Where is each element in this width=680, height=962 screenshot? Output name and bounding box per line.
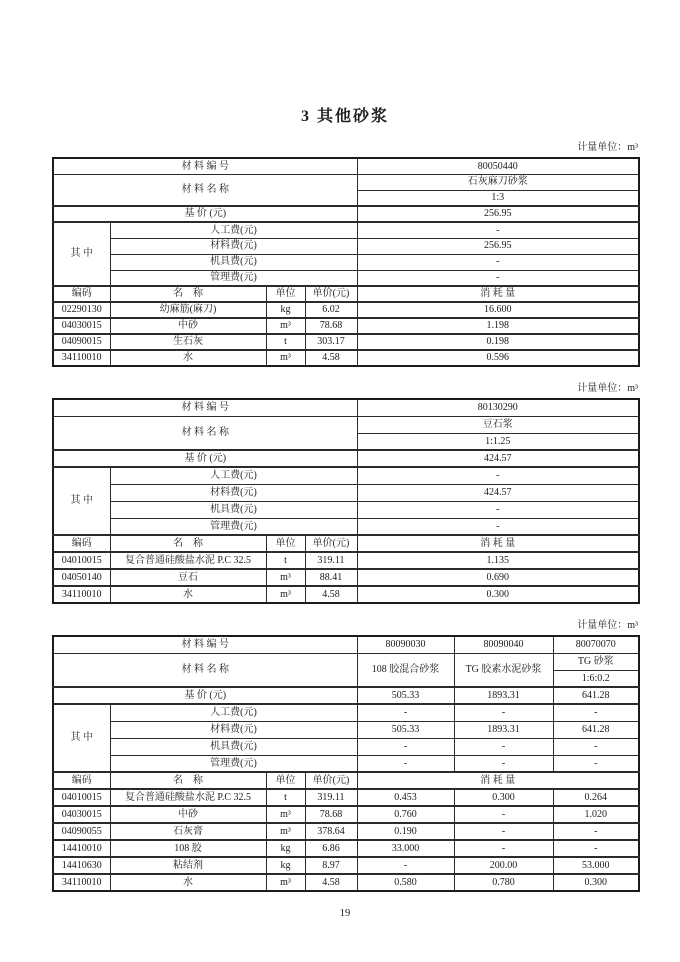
fee-admin-value: - <box>553 755 639 772</box>
fee-material-label: 材料费(元) <box>110 484 357 501</box>
cell-consumption: 0.690 <box>357 569 639 586</box>
code-row <box>53 399 639 416</box>
material-row <box>53 569 639 586</box>
cell-name: 中砂 <box>110 806 266 823</box>
fee-row-admin <box>53 270 639 286</box>
cell-consumption: - <box>357 857 454 874</box>
cell-name: 石灰膏 <box>110 823 266 840</box>
fee-row-labor <box>53 467 639 484</box>
cell-unit: kg <box>266 857 305 874</box>
material-code-value: 80090030 <box>357 636 454 653</box>
col-header-unit: 单位 <box>266 286 305 302</box>
among-which-label: 其 中 <box>53 467 110 535</box>
fee-labor-value: - <box>454 704 553 721</box>
cell-price: 319.11 <box>305 789 357 806</box>
fee-row-labor <box>53 222 639 238</box>
fee-admin-value: - <box>454 755 553 772</box>
cell-consumption: 0.760 <box>357 806 454 823</box>
cell-name: 水 <box>110 874 266 891</box>
fee-admin-label: 管理费(元) <box>110 755 357 772</box>
fee-material-value: 424.57 <box>357 484 639 501</box>
fee-machine-value: - <box>454 738 553 755</box>
base-price-value: 505.33 <box>357 687 454 704</box>
material-name-value: TG 胶素水泥砂浆 <box>454 653 553 687</box>
column-header-row <box>53 772 639 789</box>
fee-row-machine <box>53 738 639 755</box>
code-row <box>53 158 639 174</box>
cell-consumption: - <box>454 840 553 857</box>
code-row <box>53 636 639 653</box>
material-code-value: 80070070 <box>553 636 639 653</box>
unit-note: 计量单位：m³ <box>577 620 638 631</box>
material-name-value: 豆石浆 <box>357 416 639 433</box>
cell-consumption: 200.00 <box>454 857 553 874</box>
fee-machine-label: 机具费(元) <box>110 254 357 270</box>
page-number: 19 <box>339 908 351 919</box>
col-header-consumption: 消 耗 量 <box>357 535 639 552</box>
cell-price: 6.86 <box>305 840 357 857</box>
cell-consumption: - <box>553 823 639 840</box>
material-row <box>53 350 639 366</box>
ratio-value: 1:6:0.2 <box>553 670 639 687</box>
cell-unit: t <box>266 789 305 806</box>
cell-price: 378.64 <box>305 823 357 840</box>
cell-unit: m³ <box>266 318 305 334</box>
name-row <box>53 174 639 190</box>
cell-unit: t <box>266 552 305 569</box>
column-header-row <box>53 286 639 302</box>
ratio-value: 1:3 <box>357 190 639 206</box>
cell-name: 水 <box>110 586 266 603</box>
cell-consumption: 33.000 <box>357 840 454 857</box>
cell-price: 4.58 <box>305 874 357 891</box>
material-name-label: 材 料 名 称 <box>53 416 357 450</box>
cell-code: 04010015 <box>53 552 110 569</box>
cell-consumption: 0.264 <box>553 789 639 806</box>
cell-code: 14410630 <box>53 857 110 874</box>
fee-material-label: 材料费(元) <box>110 238 357 254</box>
fee-material-value: 505.33 <box>357 721 454 738</box>
cell-name: 中砂 <box>110 318 266 334</box>
cell-name: 豆石 <box>110 569 266 586</box>
fee-row-admin <box>53 518 639 535</box>
col-header-name: 名 称 <box>110 535 266 552</box>
base-price-row <box>53 687 639 704</box>
cell-name: 复合普通硅酸盐水泥 P.C 32.5 <box>110 789 266 806</box>
base-price-row <box>53 206 639 222</box>
cell-price: 319.11 <box>305 552 357 569</box>
material-row <box>53 789 639 806</box>
fee-row-material <box>53 238 639 254</box>
cell-consumption: 0.300 <box>553 874 639 891</box>
col-header-consumption: 消 耗 量 <box>357 286 639 302</box>
cell-unit: t <box>266 334 305 350</box>
cell-name: 粘结剂 <box>110 857 266 874</box>
cell-consumption: 53.000 <box>553 857 639 874</box>
cell-consumption: 0.580 <box>357 874 454 891</box>
fee-labor-value: - <box>357 704 454 721</box>
material-table-1 <box>52 157 640 367</box>
among-which-label: 其 中 <box>53 704 110 772</box>
cell-consumption: 16.600 <box>357 302 639 318</box>
fee-material-value: 256.95 <box>357 238 639 254</box>
cell-code: 14410010 <box>53 840 110 857</box>
fee-material-value: 641.28 <box>553 721 639 738</box>
unit-note: 计量单位：m³ <box>577 383 638 394</box>
fee-material-label: 材料费(元) <box>110 721 357 738</box>
cell-consumption: 0.300 <box>357 586 639 603</box>
material-row <box>53 318 639 334</box>
cell-consumption: 0.780 <box>454 874 553 891</box>
material-name-label: 材 料 名 称 <box>53 174 357 206</box>
cell-code: 04090015 <box>53 334 110 350</box>
cell-price: 303.17 <box>305 334 357 350</box>
material-row <box>53 840 639 857</box>
fee-admin-value: - <box>357 755 454 772</box>
cell-price: 78.68 <box>305 318 357 334</box>
cell-consumption: 1.135 <box>357 552 639 569</box>
cell-consumption: - <box>454 806 553 823</box>
fee-labor-label: 人工费(元) <box>110 704 357 721</box>
cell-consumption: 0.596 <box>357 350 639 366</box>
fee-material-value: 1893.31 <box>454 721 553 738</box>
base-price-value: 424.57 <box>357 450 639 467</box>
cell-price: 78.68 <box>305 806 357 823</box>
material-code-value: 80050440 <box>357 158 639 174</box>
material-code-label: 材 料 编 号 <box>53 399 357 416</box>
material-row <box>53 806 639 823</box>
col-header-price: 单价(元) <box>305 535 357 552</box>
fee-machine-value: - <box>357 254 639 270</box>
fee-row-material <box>53 721 639 738</box>
cell-price: 88.41 <box>305 569 357 586</box>
cell-unit: m³ <box>266 874 305 891</box>
fee-machine-value: - <box>357 501 639 518</box>
cell-unit: kg <box>266 840 305 857</box>
cell-consumption: 0.190 <box>357 823 454 840</box>
cell-consumption: - <box>553 840 639 857</box>
col-header-price: 单价(元) <box>305 772 357 789</box>
material-code-value: 80090040 <box>454 636 553 653</box>
cell-consumption: 0.198 <box>357 334 639 350</box>
material-row <box>53 552 639 569</box>
cell-code: 34110010 <box>53 586 110 603</box>
cell-name: 生石灰 <box>110 334 266 350</box>
fee-admin-label: 管理费(元) <box>110 270 357 286</box>
material-row <box>53 823 639 840</box>
cell-unit: m³ <box>266 569 305 586</box>
cell-unit: m³ <box>266 806 305 823</box>
fee-row-machine <box>53 254 639 270</box>
fee-machine-value: - <box>357 738 454 755</box>
material-code-value: 80130290 <box>357 399 639 416</box>
cell-price: 6.02 <box>305 302 357 318</box>
fee-row-admin <box>53 755 639 772</box>
base-price-value: 641.28 <box>553 687 639 704</box>
cell-code: 04030015 <box>53 318 110 334</box>
cell-code: 04050140 <box>53 569 110 586</box>
material-name-value: TG 砂浆 <box>553 653 639 670</box>
material-row <box>53 874 639 891</box>
cell-unit: kg <box>266 302 305 318</box>
material-row <box>53 302 639 318</box>
cell-consumption: 0.300 <box>454 789 553 806</box>
cell-name: 水 <box>110 350 266 366</box>
fee-admin-value: - <box>357 270 639 286</box>
cell-consumption: - <box>454 823 553 840</box>
cell-code: 02290130 <box>53 302 110 318</box>
material-row <box>53 857 639 874</box>
cell-consumption: 0.453 <box>357 789 454 806</box>
col-header-code: 编码 <box>53 772 110 789</box>
cell-unit: m³ <box>266 823 305 840</box>
fee-row-machine <box>53 501 639 518</box>
cell-consumption: 1.198 <box>357 318 639 334</box>
cell-price: 8.97 <box>305 857 357 874</box>
cell-name: 幼麻筋(麻刀) <box>110 302 266 318</box>
base-price-label: 基 价 (元) <box>53 450 357 467</box>
col-header-consumption: 消 耗 量 <box>357 772 639 789</box>
cell-consumption: 1.020 <box>553 806 639 823</box>
fee-labor-label: 人工费(元) <box>110 222 357 238</box>
fee-labor-value: - <box>357 222 639 238</box>
cell-name: 复合普通硅酸盐水泥 P.C 32.5 <box>110 552 266 569</box>
fee-labor-value: - <box>357 467 639 484</box>
material-name-value: 108 胶混合砂浆 <box>357 653 454 687</box>
base-price-value: 1893.31 <box>454 687 553 704</box>
material-table-3 <box>52 635 640 892</box>
base-price-row <box>53 450 639 467</box>
ratio-value: 1:1.25 <box>357 433 639 450</box>
fee-admin-label: 管理费(元) <box>110 518 357 535</box>
material-name-label: 材 料 名 称 <box>53 653 357 687</box>
cell-name: 108 胶 <box>110 840 266 857</box>
base-price-label: 基 价 (元) <box>53 206 357 222</box>
base-price-label: 基 价 (元) <box>53 687 357 704</box>
cell-code: 34110010 <box>53 874 110 891</box>
cell-code: 04030015 <box>53 806 110 823</box>
name-row <box>53 416 639 433</box>
cell-code: 04090055 <box>53 823 110 840</box>
material-row <box>53 586 639 603</box>
fee-row-labor <box>53 704 639 721</box>
col-header-unit: 单位 <box>266 772 305 789</box>
base-price-value: 256.95 <box>357 206 639 222</box>
cell-price: 4.58 <box>305 586 357 603</box>
fee-admin-value: - <box>357 518 639 535</box>
cell-unit: m³ <box>266 586 305 603</box>
material-row <box>53 334 639 350</box>
col-header-code: 编码 <box>53 535 110 552</box>
fee-machine-label: 机具费(元) <box>110 738 357 755</box>
material-code-label: 材 料 编 号 <box>53 636 357 653</box>
page-title: 3 其他砂浆 <box>300 108 389 125</box>
col-header-code: 编码 <box>53 286 110 302</box>
name-row <box>53 653 639 670</box>
material-code-label: 材 料 编 号 <box>53 158 357 174</box>
cell-price: 4.58 <box>305 350 357 366</box>
col-header-unit: 单位 <box>266 535 305 552</box>
material-name-value: 石灰麻刀砂浆 <box>357 174 639 190</box>
cell-unit: m³ <box>266 350 305 366</box>
cell-code: 34110010 <box>53 350 110 366</box>
fee-row-material <box>53 484 639 501</box>
among-which-label: 其 中 <box>53 222 110 286</box>
fee-labor-value: - <box>553 704 639 721</box>
cell-code: 04010015 <box>53 789 110 806</box>
col-header-price: 单价(元) <box>305 286 357 302</box>
fee-labor-label: 人工费(元) <box>110 467 357 484</box>
fee-machine-label: 机具费(元) <box>110 501 357 518</box>
fee-machine-value: - <box>553 738 639 755</box>
unit-note: 计量单位：m³ <box>577 142 638 153</box>
column-header-row <box>53 535 639 552</box>
col-header-name: 名 称 <box>110 772 266 789</box>
material-table-2 <box>52 398 640 604</box>
col-header-name: 名 称 <box>110 286 266 302</box>
